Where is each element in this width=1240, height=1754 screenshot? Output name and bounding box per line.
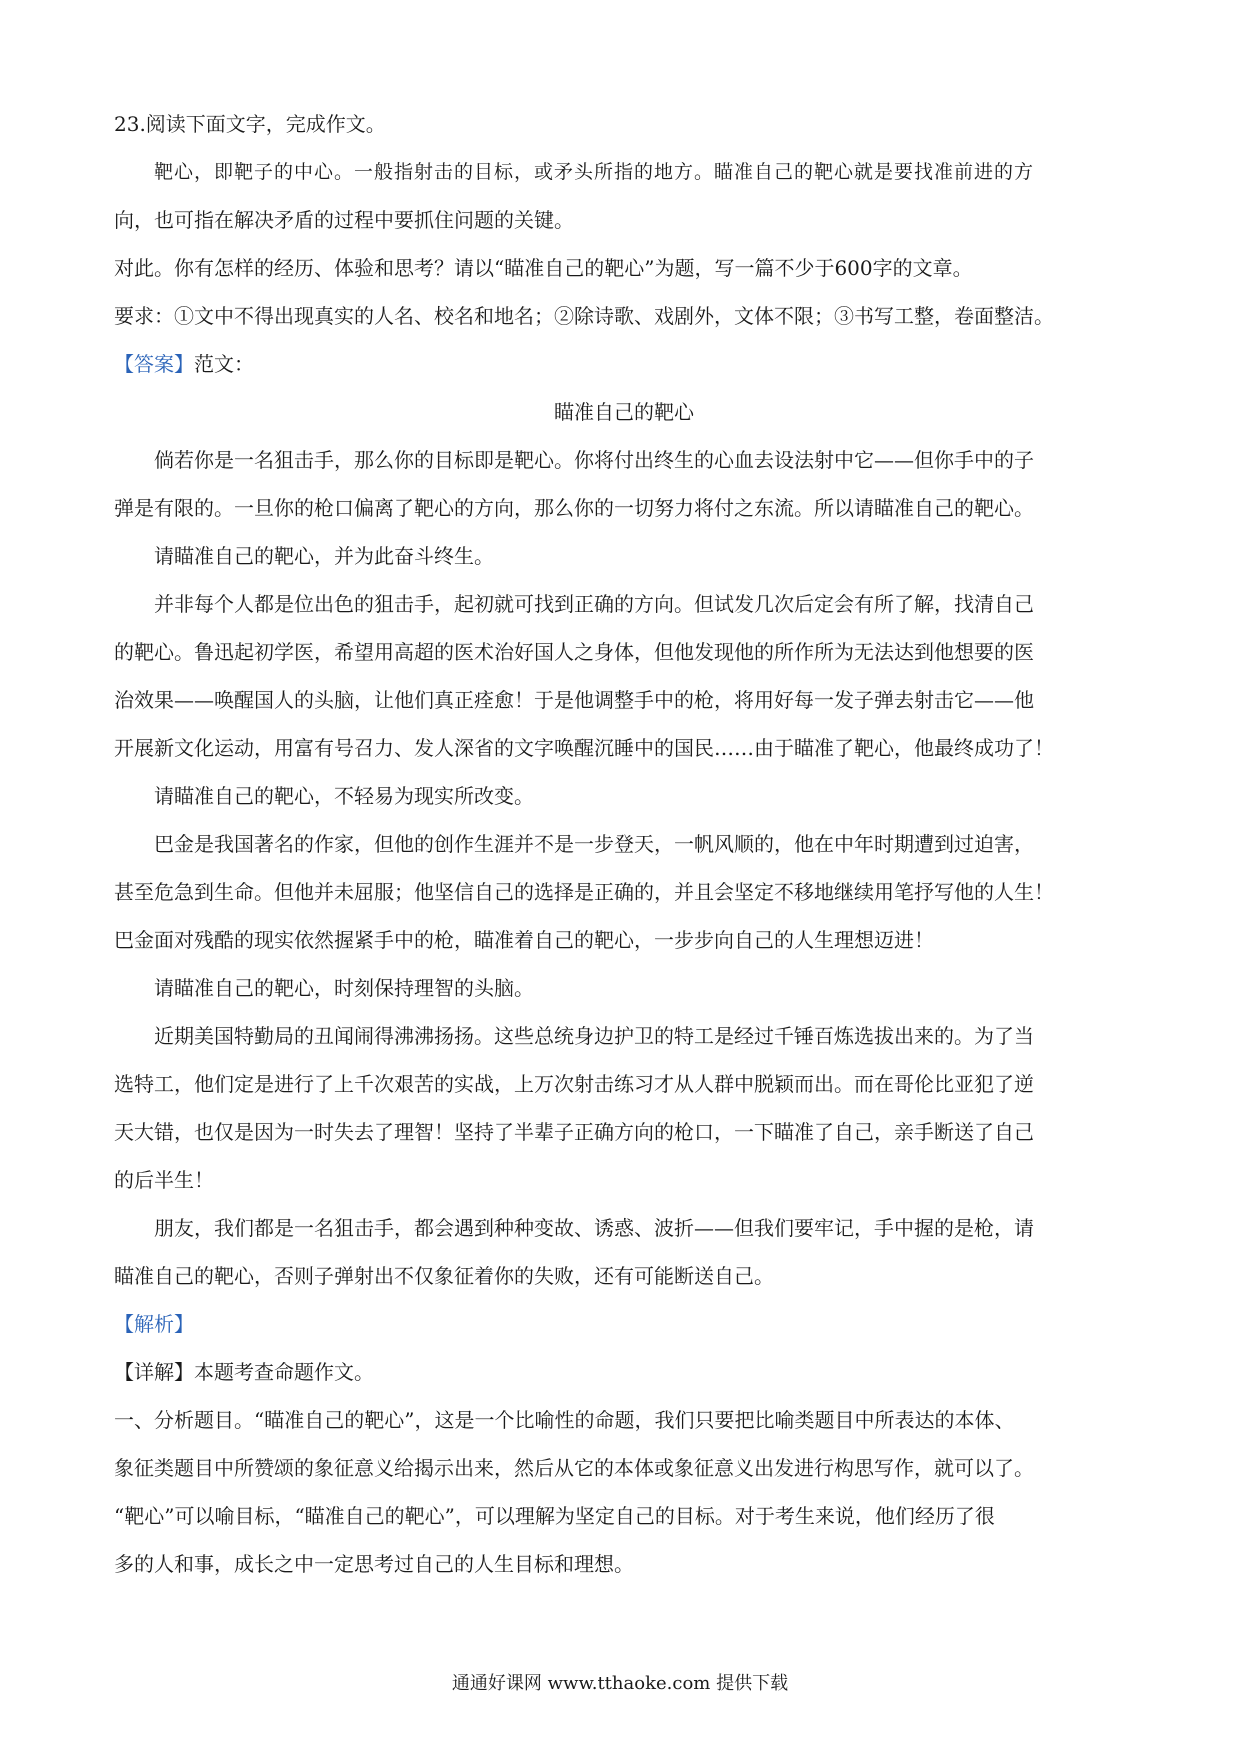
- essay-line: 天大错，也仅是因为一时失去了理智！坚持了半辈子正确方向的枪口，一下瞄准了自己，亲手断送了自己: [114, 1120, 1034, 1144]
- answer-tag: 【答案】: [114, 352, 194, 376]
- essay-line: 巴金面对残酷的现实依然握紧手中的枪，瞄准着自己的靶心，一步步向自己的人生理想迈进！: [114, 928, 934, 952]
- essay-line: 请瞄准自己的靶心，并为此奋斗终生。: [154, 544, 494, 568]
- task-line: 对此。你有怎样的经历、体验和思考？请以“瞄准自己的靶心”为题，写一篇不少于600字的文章。: [114, 256, 973, 280]
- essay-line: 巴金是我国著名的作家，但他的创作生涯并不是一步登天，一帆风顺的，他在中年时期遭到过迫害，: [154, 832, 1034, 856]
- essay-line: 的后半生！: [114, 1168, 214, 1192]
- analysis-line: 一、分析题目。“瞄准自己的靶心”，这是一个比喻性的命题，我们只要把比喻类题目中所表达的本体、: [114, 1408, 1015, 1432]
- essay-line: 朋友，我们都是一名狙击手，都会遇到种种变故、诱惑、波折——但我们要牢记，手中握的是枪，请: [154, 1216, 1034, 1240]
- essay-line: 近期美国特勤局的丑闻闹得沸沸扬扬。这些总统身边护卫的特工是经过千锤百炼选拔出来的。为了当: [154, 1024, 1034, 1048]
- essay-line: 瞄准自己的靶心，否则子弹射出不仅象征着你的失败，还有可能断送自己。: [114, 1264, 774, 1288]
- essay-line: 开展新文化运动，用富有号召力、发人深省的文字唤醒沉睡中的国民……由于瞄准了靶心，他最终成功了！: [114, 736, 1054, 760]
- essay-line: 弹是有限的。一旦你的枪口偏离了靶心的方向，那么你的一切努力将付之东流。所以请瞄准自己的靶心。: [114, 496, 1034, 520]
- answer-header: [114, 340, 1134, 388]
- prompt-line: 向，也可指在解决矛盾的过程中要抓住问题的关键。: [114, 208, 574, 232]
- essay-title: 瞄准自己的靶心: [554, 400, 694, 424]
- answer-label: 范文：: [194, 352, 254, 376]
- essay-line: 请瞄准自己的靶心，时刻保持理智的头脑。: [154, 976, 534, 1000]
- analysis-line: “靶心”可以喻目标，“瞄准自己的靶心”，可以理解为坚定自己的目标。对于考生来说，他们经历了很: [114, 1504, 995, 1528]
- analysis-line: 象征类题目中所赞颂的象征意义给揭示出来，然后从它的本体或象征意义出发进行构思写作，就可以了。: [114, 1456, 1034, 1480]
- prompt-line: 靶心，即靶子的中心。一般指射击的目标，或矛头所指的地方。瞄准自己的靶心就是要找准前进的方: [154, 161, 1035, 183]
- essay-line: 甚至危急到生命。但他并未屈服；他坚信自己的选择是正确的，并且会坚定不移地继续用笔抒写他的人生！: [114, 880, 1054, 904]
- analysis-detail: 【详解】本题考查命题作文。: [114, 1360, 374, 1384]
- document-page: [114, 100, 1134, 1588]
- essay-line: 选特工，他们定是进行了上千次艰苦的实战，上万次射击练习才从人群中脱颖而出。而在哥伦比亚犯了逆: [114, 1072, 1034, 1096]
- essay-line: 请瞄准自己的靶心，不轻易为现实所改变。: [154, 784, 534, 808]
- question-title: 23.阅读下面文字，完成作文。: [114, 112, 386, 136]
- analysis-tag: 【解析】: [114, 1312, 194, 1336]
- essay-line: 治效果——唤醒国人的头脑，让他们真正痊愈！于是他调整手中的枪，将用好每一发子弹去射击它——他: [114, 688, 1034, 712]
- essay-line: 的靶心。鲁迅起初学医，希望用高超的医术治好国人之身体，但他发现他的所作所为无法达到他想要的医: [114, 640, 1034, 664]
- essay-line: 倘若你是一名狙击手，那么你的目标即是靶心。你将付出终生的心血去设法射中它——但你手中的子: [154, 448, 1034, 472]
- page-footer: 通通好课网 www.tthaoke.com 提供下载: [451, 1673, 789, 1694]
- essay-line: 并非每个人都是位出色的狙击手，起初就可找到正确的方向。但试发几次后定会有所了解，找清自己: [154, 592, 1034, 616]
- requirements-line: 要求：①文中不得出现真实的人名、校名和地名；②除诗歌、戏剧外，文体不限；③书写工整，卷面整洁。: [114, 304, 1054, 328]
- analysis-line: 多的人和事，成长之中一定思考过自己的人生目标和理想。: [114, 1552, 634, 1576]
